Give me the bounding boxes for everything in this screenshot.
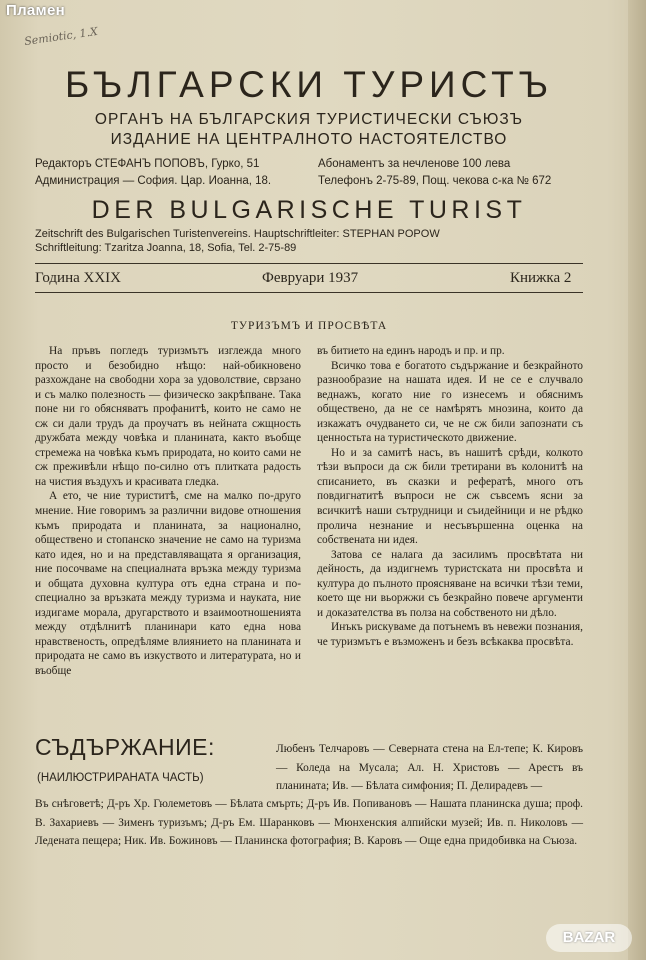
masthead-title: БЪЛГАРСКИ ТУРИСТЪ bbox=[64, 64, 554, 105]
paragraph: Но и за самитѣ насъ, въ нашитѣ срѣди, колкото тѣзи въпроси да сж били третирани въ колонитѣ на списанието, въ сказки и рефератѣ, много отъ повдигнатитѣ въпроси не сж съвсемъ ясни за всичкитѣ наши сътрудници и съидейници и не рѣдко пролича незнание и несъвършенна оценка на собствената ни идея. bbox=[317, 446, 583, 547]
german-title: DER BULGARISCHE TURIST bbox=[91, 196, 527, 224]
contents-rest: Въ снѣговетѣ; Д-ръ Хр. Гюлеметовъ — Бѣлата смърть; Д-ръ Ив. Попивановъ — Нашата планинска душа; проф. В. Захариевъ — Зименъ туризъмъ; Д-ръ Ем. Шаранковъ — Мюнхенския алпийски музей; Ив. п. Николовъ — Ледената пещера; Ник. Ив. Божиновъ — Планинска фотография; В. Кaровъ — Още една придобивка на Съюза. bbox=[35, 798, 583, 847]
article-title: ТУРИЗЪМЪ И ПРОСВѢТА bbox=[230, 320, 388, 332]
contents-first-block: Любенъ Телчаровъ — Северната стена на Ел-тепе; К. Кировъ — Коледа на Мусала; Ал. Н. Христовъ — Арестъ въ планината; Ив. — Бѣлата симфония; П. Делирадевъ — bbox=[276, 743, 583, 792]
paragraph: А ето, че ние туриститѣ, сме на малко по-друго мнение. Ние говоримъ за различни видове отношения къмъ природата и планината, за национално, обществено и стопанско значение не само на туризма като идея, но и на представляващата я организация, ние посочваме на специалната връзка между туризма и общата духовна култура отъ една страна и по-специално за връзката между туризма и науката, ние издигаме морала, другарството и взаимоотношенията между отдѣлнитѣ планинари като една нова нравственость, опредѣляме влиянието на планината и природата не само въ изкуството и литературата, но и въобще bbox=[35, 490, 301, 678]
paragraph: въ битието на единъ народъ и пр. и пр. bbox=[317, 345, 505, 357]
bazar-logo: BAZAR bbox=[546, 924, 632, 952]
german-subtitle-1: Zeitschrift des Bulgarischen Turistenvereins. Hauptschriftleiter: STEPHAN POPOW bbox=[35, 228, 440, 240]
administration-line: Администрация — София. Цар. Иоанна, 18. bbox=[35, 175, 272, 187]
handwritten-note: Semiotic, 1.X bbox=[23, 24, 99, 49]
organ-lines bbox=[35, 110, 583, 150]
contents-subheading: (НАИЛЮСТРИРАНАТА ЧАСТЬ) bbox=[37, 772, 204, 784]
editor-line: Редакторъ СТЕФАНЪ ПОПОВЪ, Гурко, 51 bbox=[35, 158, 260, 170]
paragraph: Затова се налага да засилимъ просвѣтата ни дейность, да издигнемъ туристската ни просвѣта и култура до пълното проясняване на всички тѣзи теми, което ще ни вьоржжи съ безкрайно повече аргументи и доказателства въ полза на собственото ни дѣло. bbox=[317, 548, 583, 619]
phone-line: Телефонъ 2-75-89, Пощ. чекова с-ка № 672 bbox=[318, 175, 552, 187]
paragraph: Инъкъ рискуваме да потънемъ въ невежи познания, че туризмътъ е възможенъ и безъ всѣкаква просвѣта. bbox=[317, 621, 583, 648]
paragraph: Всичко това е богатото съдържание и безкрайното разнообразие на нашата идея. И не се е случвало веднажъ, когато ние го изнесемъ и обяснимъ обществено, да не се намѣрятъ мнозина, които да изкажатъ очудването си, че не сж били запознати съ ценностьта на туристическото движение. bbox=[317, 359, 583, 445]
subscription-line: Абонаментъ за нечленове 100 лева bbox=[318, 158, 511, 170]
issue-year: Година XXIX bbox=[35, 270, 122, 286]
header-rule-bottom bbox=[35, 292, 583, 293]
issue-number: Книжка 2 bbox=[510, 270, 572, 286]
binding-edge bbox=[628, 0, 646, 960]
paragraph: На пръвъ погледъ туризмътъ изглежда много просто и безобидно нѣщо: най-обикновено разхождане на свободни хора за удоволствие, сврзано и съ малко полезность — физическо закрѣпване. Така поне ни го обясняватъ профанитѣ, които не само не сж си дали трудъ да проучатъ въ нейната сжщность дружбата между човѣка и планината, както въобще стремежа на човѣка къмъ природата, но които сами не сж преживѣли нѣщо по-силно отъ плитката радость на чистия въздухъ и красивата гледка. bbox=[35, 345, 301, 488]
seller-watermark: Пламен bbox=[6, 2, 65, 19]
organ-line: ОРГАНЪ НА БЪЛГАРСКИЯ ТУРИСТИЧЕСКИ СЪЮЗЪ bbox=[94, 111, 524, 128]
contents-heading: СЪДЪРЖАНИЕ: bbox=[35, 734, 215, 760]
article-column-left bbox=[35, 344, 301, 679]
header-rule-top bbox=[35, 263, 583, 264]
german-subtitle-2: Schriftleitung: Tzaritza Joanna, 18, Sofia, Tel. 2-75-89 bbox=[35, 242, 297, 254]
article-column-right bbox=[317, 344, 583, 649]
issue-date: Февруари 1937 bbox=[262, 270, 359, 286]
edition-line: ИЗДАНИЕ НА ЦЕНТРАЛНОТО НАСТОЯТЕЛСТВО bbox=[110, 131, 508, 148]
